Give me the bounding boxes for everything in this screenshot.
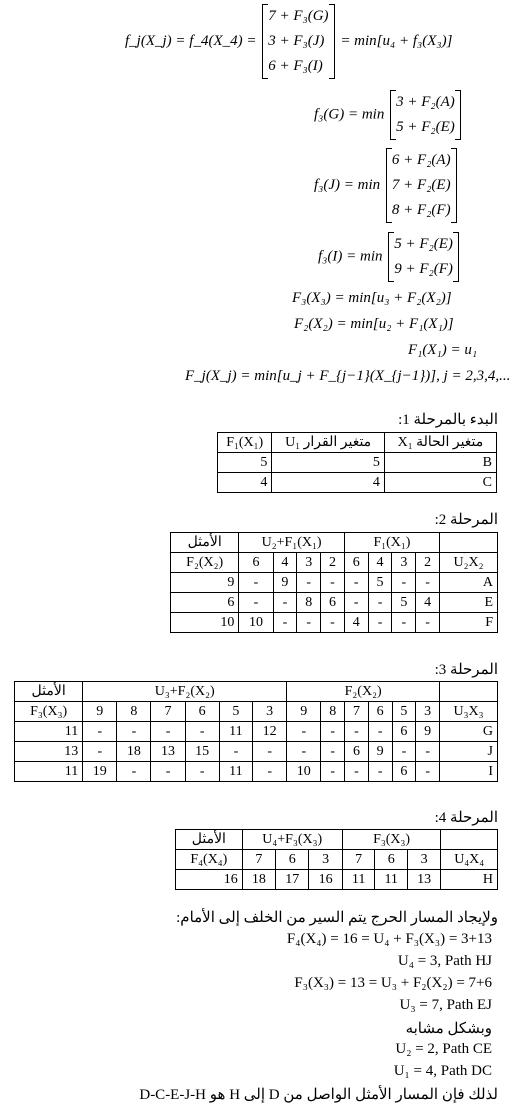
table-header-cell: U₃X₃ — [440, 702, 498, 722]
conclusion-line: F₃(X₃) = 13 = U₃ + F₂(X₂) = 7+6 — [294, 975, 492, 991]
table-header-cell: 3 — [416, 702, 440, 722]
table-row — [176, 870, 498, 890]
table-header-cell: 4 — [368, 553, 392, 573]
table-header-row — [176, 850, 498, 870]
table-header-cell: U₂+F₁(X₁) — [239, 533, 345, 553]
j-equation — [314, 148, 459, 223]
table-cell: A — [440, 573, 498, 593]
f2-recurrence: F₂(X₂) = min[u₂ + F₁(X₁)] — [294, 316, 454, 332]
table-cell: 5 — [392, 593, 416, 613]
table-header-cell: 3 — [253, 702, 287, 722]
i-equation-bracket — [388, 232, 459, 282]
table-header-cell: 2 — [416, 553, 440, 573]
conclusion-intro: ولإيجاد المسار الحرج يتم السير من الخلف إلى الأمام: — [176, 910, 498, 926]
bracket-line: 3 + F₃(J) — [268, 33, 325, 49]
table-cell: 6 — [321, 593, 345, 613]
table-header-cell: U₄X₄ — [441, 850, 498, 870]
table-cell: - — [392, 573, 416, 593]
conclusion-final: لذلك فإن المسار الأمثل الواصل من D إلى H هو D-C-E-J-H — [139, 1087, 498, 1103]
table-header-row — [15, 682, 498, 702]
table-header-cell: F₄(X₄) — [176, 850, 243, 870]
table-cell: - — [253, 742, 287, 762]
table-cell: 5 — [272, 453, 385, 473]
table-cell: - — [273, 613, 297, 633]
table-row — [171, 573, 498, 593]
bracket-line: 7 + F₃(G) — [268, 8, 329, 24]
table-cell: 16 — [176, 870, 243, 890]
table-cell: - — [368, 722, 392, 742]
table-cell: 12 — [253, 722, 287, 742]
general-recurrence: F_j(X_j) = min[u_j + F_{j−1}(X_{j−1})], j = 2,3,4,... — [185, 368, 511, 384]
table-header-cell: متغير الحالة X₁ — [384, 433, 496, 453]
table-header-cell: 3 — [392, 553, 416, 573]
table-cell: H — [441, 870, 498, 890]
table-cell: - — [239, 593, 273, 613]
table-header-cell: U₃+F₂(X₂) — [83, 682, 287, 702]
bracket-line: 5 + F₂(E) — [396, 119, 455, 135]
table-header-cell: F₃(X₃) — [15, 702, 83, 722]
table-header-cell: 5 — [219, 702, 252, 722]
table-header-cell: 3 — [408, 850, 441, 870]
stage4-table — [175, 829, 498, 890]
table-cell: - — [321, 762, 345, 782]
table-cell: - — [239, 573, 273, 593]
table-cell: 18 — [242, 870, 275, 890]
table-header-cell: F₂(X₂) — [171, 553, 239, 573]
conclusion-line: U₂ = 2, Path CE — [395, 1041, 492, 1057]
table-header-cell: 3 — [309, 850, 342, 870]
table-header-cell: F₁(X₁) — [344, 533, 439, 553]
table-cell: 6 — [171, 593, 239, 613]
table-cell: 11 — [15, 722, 83, 742]
table-cell: - — [185, 762, 219, 782]
table-cell: F — [440, 613, 498, 633]
table-header-cell: متغير القرار U₁ — [272, 433, 385, 453]
stage2-title: المرحلة 2: — [434, 512, 498, 528]
table-cell: E — [440, 593, 498, 613]
table-row — [171, 613, 498, 633]
table-cell: 16 — [309, 870, 342, 890]
table-cell: - — [321, 722, 345, 742]
table-cell: 4 — [416, 593, 440, 613]
table-cell: 11 — [15, 762, 83, 782]
table-header-cell: 9 — [83, 702, 117, 722]
table-cell: 4 — [218, 473, 272, 493]
g-equation — [314, 90, 463, 140]
table-cell: - — [297, 573, 321, 593]
table-cell: - — [392, 742, 416, 762]
table-cell: - — [219, 742, 252, 762]
table-row — [218, 453, 497, 473]
table-cell: - — [368, 613, 392, 633]
main-equation-lhs: f_j(X_j) = f_4(X_4) = — [125, 32, 257, 49]
table-cell: 10 — [239, 613, 273, 633]
table-header-cell: 6 — [344, 553, 368, 573]
stage4-title: المرحلة 4: — [434, 810, 498, 826]
bracket-line: 8 + F₂(F) — [391, 202, 451, 218]
table-header-cell: الأمثل — [176, 830, 243, 850]
table-cell: 5 — [218, 453, 272, 473]
main-equation-bracket — [262, 4, 334, 79]
table-header-cell: 7 — [342, 850, 375, 870]
j-equation-bracket — [386, 148, 457, 223]
table-cell: 6 — [392, 722, 416, 742]
table-row — [15, 742, 498, 762]
table-header-cell: 6 — [375, 850, 408, 870]
stage2-table — [170, 532, 498, 633]
bracket-line: 3 + F₂(A) — [396, 94, 455, 110]
table-cell: 9 — [273, 573, 297, 593]
conclusion-line: U₁ = 4, Path DC — [393, 1063, 492, 1079]
table-header-cell: 8 — [321, 702, 345, 722]
table-header-cell: 4 — [273, 553, 297, 573]
table-cell: - — [83, 742, 117, 762]
f1-base: F₁(X₁) = u₁ — [408, 342, 478, 358]
table-cell: - — [416, 762, 440, 782]
table-header-cell — [440, 533, 498, 553]
table-cell: I — [440, 762, 498, 782]
table-cell: 15 — [185, 742, 219, 762]
table-cell: C — [384, 473, 496, 493]
table-cell: 11 — [375, 870, 408, 890]
table-cell: - — [321, 742, 345, 762]
table-header-cell: 2 — [321, 553, 345, 573]
table-cell: - — [416, 613, 440, 633]
table-cell: - — [83, 722, 117, 742]
table-header-cell: 7 — [242, 850, 275, 870]
table-cell: - — [368, 593, 392, 613]
table-cell: 6 — [392, 762, 416, 782]
table-cell: - — [368, 762, 392, 782]
table-cell: - — [273, 593, 297, 613]
table-cell: 10 — [171, 613, 239, 633]
table-row — [218, 473, 497, 493]
table-cell: 13 — [151, 742, 185, 762]
table-cell: 8 — [297, 593, 321, 613]
table-cell: 13 — [408, 870, 441, 890]
stage3-title: المرحلة 3: — [434, 662, 498, 678]
table-cell: 6 — [345, 742, 369, 762]
table-cell: - — [345, 722, 369, 742]
table-cell: - — [297, 613, 321, 633]
conclusion-line: F₄(X₄) = 16 = U₄ + F₃(X₃) = 3+13 — [286, 931, 492, 947]
bracket-line: 9 + F₂(F) — [394, 261, 453, 277]
table-cell: 10 — [287, 762, 321, 782]
table-cell: 9 — [416, 722, 440, 742]
table-cell: - — [151, 762, 185, 782]
table-cell: - — [344, 573, 368, 593]
table-header-cell — [440, 682, 498, 702]
table-header-cell: 6 — [185, 702, 219, 722]
table-cell: B — [384, 453, 496, 473]
table-cell: - — [253, 762, 287, 782]
g-equation-lhs: f₃(G) = min — [314, 106, 385, 123]
table-cell: - — [321, 613, 345, 633]
table-header-cell — [441, 830, 498, 850]
table-header-cell: U₄+F₃(X₃) — [242, 830, 342, 850]
table-header-cell: F₁(X₁) — [218, 433, 272, 453]
main-equation — [125, 4, 452, 79]
table-header-row — [218, 433, 497, 453]
table-cell: - — [117, 722, 151, 742]
conclusion-line: U₃ = 7, Path EJ — [399, 997, 492, 1013]
table-header-cell: 6 — [276, 850, 309, 870]
table-header-row — [171, 533, 498, 553]
table-header-cell: F₂(X₂) — [287, 682, 440, 702]
bracket-line: 6 + F₂(A) — [391, 152, 451, 168]
j-equation-lhs: f₃(J) = min — [314, 176, 381, 193]
table-cell: - — [287, 742, 321, 762]
table-header-cell: الأمثل — [15, 682, 83, 702]
table-cell: 4 — [272, 473, 385, 493]
table-header-cell: F₃(X₃) — [342, 830, 441, 850]
table-cell: 11 — [219, 722, 252, 742]
table-row — [171, 593, 498, 613]
table-row — [15, 762, 498, 782]
g-equation-bracket — [390, 90, 461, 140]
table-cell: - — [416, 742, 440, 762]
table-cell: - — [185, 722, 219, 742]
bracket-line: 7 + F₂(E) — [391, 177, 451, 193]
f3-recurrence: F₃(X₃) = min[u₃ + F₂(X₂)] — [292, 290, 452, 306]
table-cell: 19 — [83, 762, 117, 782]
table-cell: 11 — [219, 762, 252, 782]
table-cell: 5 — [368, 573, 392, 593]
table-cell: - — [117, 762, 151, 782]
table-cell: - — [416, 573, 440, 593]
i-equation-lhs: f₃(I) = min — [318, 248, 383, 265]
table-row — [15, 722, 498, 742]
table-cell: - — [345, 762, 369, 782]
table-cell: 11 — [342, 870, 375, 890]
table-cell: 4 — [344, 613, 368, 633]
stage3-table — [14, 681, 498, 782]
bracket-line: 5 + F₂(E) — [394, 236, 453, 252]
table-cell: J — [440, 742, 498, 762]
table-cell: 9 — [368, 742, 392, 762]
table-cell: - — [321, 573, 345, 593]
table-header-cell: 5 — [392, 702, 416, 722]
table-header-cell: 8 — [117, 702, 151, 722]
conclusion-line: U₄ = 3, Path HJ — [397, 953, 492, 969]
table-header-cell: 7 — [151, 702, 185, 722]
conclusion-line: وبشكل مشابه — [405, 1021, 492, 1037]
table-header-cell: 9 — [287, 702, 321, 722]
table-header-cell: 3 — [297, 553, 321, 573]
table-cell: 9 — [171, 573, 239, 593]
table-header-row — [15, 702, 498, 722]
table-header-cell: 6 — [239, 553, 273, 573]
table-cell: 13 — [15, 742, 83, 762]
i-equation — [318, 232, 461, 282]
table-header-row — [171, 553, 498, 573]
table-cell: 18 — [117, 742, 151, 762]
main-equation-rhs: = min[u₄ + f₃(X₃)] — [340, 32, 453, 49]
table-header-cell: 7 — [345, 702, 369, 722]
table-header-cell: 6 — [368, 702, 392, 722]
table-cell: - — [287, 722, 321, 742]
table-cell: G — [440, 722, 498, 742]
stage1-title: البدء بالمرحلة 1: — [398, 412, 498, 428]
table-cell: - — [392, 613, 416, 633]
stage1-table — [217, 432, 497, 493]
table-cell: 17 — [276, 870, 309, 890]
table-header-cell: الأمثل — [171, 533, 239, 553]
table-cell: - — [344, 593, 368, 613]
bracket-line: 6 + F₃(I) — [268, 58, 323, 74]
table-cell: - — [151, 722, 185, 742]
table-header-row — [176, 830, 498, 850]
table-header-cell: U₂X₂ — [440, 553, 498, 573]
